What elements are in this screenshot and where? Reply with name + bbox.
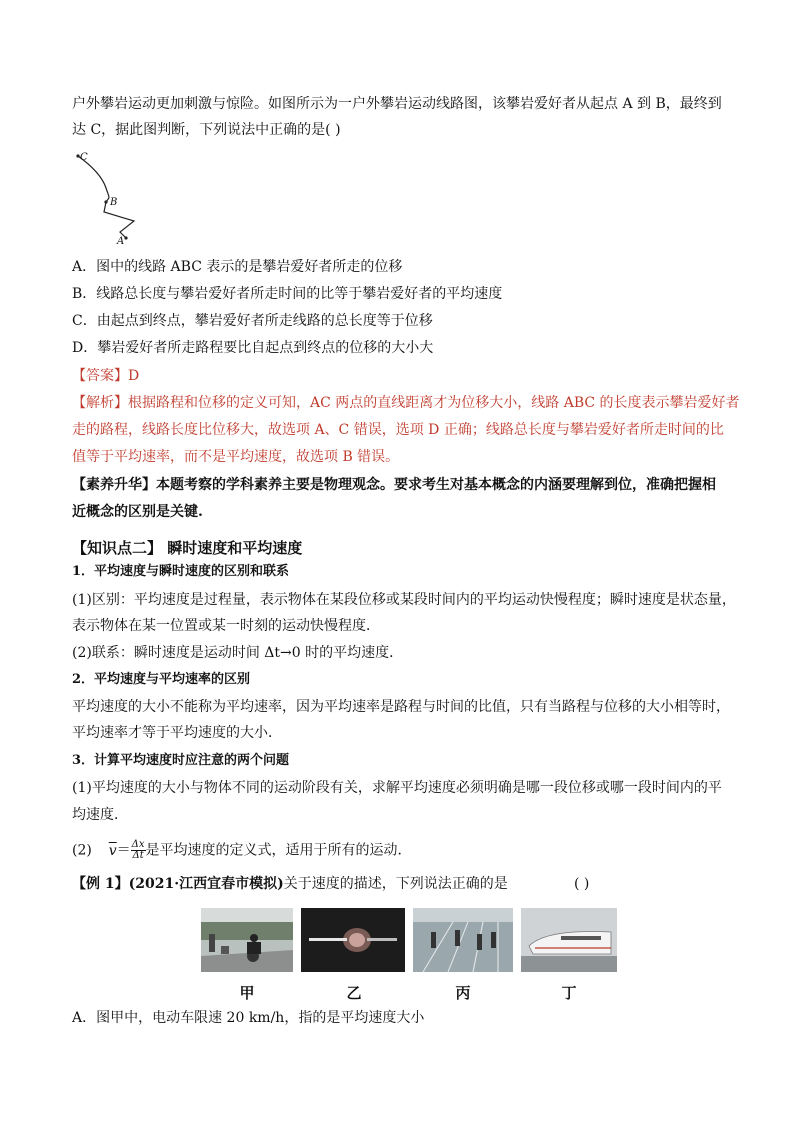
bullet-train-photo	[521, 908, 617, 972]
photo-caption-yi: 乙	[346, 984, 362, 1002]
route-label-a: A	[117, 236, 125, 247]
photo-caption-jia: 甲	[239, 984, 255, 1002]
scooter-road-photo	[201, 908, 293, 972]
formula-prefix: (2)	[72, 842, 92, 859]
analysis-line-1: 【解析】根据路程和位移的定义可知，AC 两点的直线距离才为位移大小，线路 ABC 的长度表示攀岩爱好者	[72, 395, 740, 411]
section-3-title: 3．计算平均速度时应注意的两个问题	[72, 753, 290, 768]
section-1-title: 1．平均速度与瞬时速度的区别和联系	[72, 564, 290, 579]
section-2-line-1: 平均速度的大小不能称为平均速率，因为平均速率是路程与时间的比值，只有当路程与位移的大小相等时，	[72, 699, 730, 715]
example-paren: ( )	[574, 876, 590, 892]
formula-line	[72, 840, 412, 861]
section-1-line-1: (1)区别：平均速度是过程量，表示物体在某段位移或某段时间内的平均运动快慢程度；瞬时速度是状态量，	[72, 592, 736, 608]
analysis-line-2: 走的路程，线路长度比位移大，故选项 A、C 错误，选项 D 正确；线路总长度与攀岩爱好者所走时间的比	[72, 422, 724, 438]
analysis-line-3: 值等于平均速率，而不是平均速度，故选项 B 错误。	[72, 449, 400, 465]
section-1-line-2: 表示物体在某一位置或某一时刻的运动快慢程度．	[72, 618, 380, 634]
section-3-line-2: 均速度．	[72, 807, 128, 823]
formula-numerator: Δx	[131, 839, 145, 850]
section-1-line-3: (2)联系：瞬时速度是运动时间 Δt→0 时的平均速度．	[72, 645, 404, 661]
knowledge-point-heading: 【知识点二】 瞬时速度和平均速度	[72, 539, 303, 557]
section-2-title: 2．平均速度与平均速率的区别	[72, 672, 251, 687]
option-c: C．由起点到终点，攀岩爱好者所走线路的总长度等于位移	[72, 313, 433, 329]
option-b: B．线路总长度与攀岩爱好者所走时间的比等于攀岩爱好者的平均速度	[72, 286, 503, 302]
sprint-track-photo	[413, 908, 513, 972]
example-line	[72, 874, 508, 894]
example-option-a: A．图甲中，电动车限速 20 km/h，指的是平均速度大小	[72, 1010, 425, 1026]
answer: 【答案】D	[72, 368, 140, 384]
section-3-line-1: (1)平均速度的大小与物体不同的运动阶段有关，求解平均速度必须明确是哪一段位移或哪一段时间内的平	[72, 780, 722, 796]
formula-suffix: 是平均速度的定义式，适用于所有的运动．	[145, 842, 412, 859]
option-a: A．图中的线路 ABC 表示的是攀岩爱好者所走的位移	[72, 259, 403, 275]
formula-equals: ＝	[116, 842, 131, 859]
route-label-b: B	[110, 197, 118, 208]
example-text: 关于速度的描述，下列说法正确的是	[283, 876, 508, 892]
formula-fraction	[131, 840, 146, 861]
route-label-c: C	[80, 152, 88, 163]
question-line-1: 户外攀岩运动更加刺激与惊险。如图所示为一户外攀岩运动线路图，该攀岩爱好者从起点 A 到 B，最终到	[72, 96, 722, 112]
question-line-2: 达 C，据此图判断，下列说法中正确的是( )	[72, 122, 341, 138]
example-label: 【例 1】(2021·江西宜春市模拟)	[72, 876, 284, 892]
formula-v-bar: $\overline{v}$	[108, 842, 117, 859]
option-d: D．攀岩爱好者所走路程要比自起点到终点的位移的大小大	[72, 340, 434, 356]
bullet-photo	[301, 908, 405, 972]
section-2-line-2: 平均速率才等于平均速度的大小．	[72, 725, 282, 741]
literacy-line-1: 【素养升华】本题考察的学科素养主要是物理观念。要求考生对基本概念的内涵要理解到位，准确把握相	[72, 477, 716, 493]
literacy-line-2: 近概念的区别是关键.	[72, 504, 203, 520]
climbing-route-figure	[68, 148, 148, 248]
formula-denominator: Δt	[132, 850, 144, 861]
photo-caption-ding: 丁	[561, 984, 577, 1002]
route-path	[78, 156, 134, 238]
photo-caption-bing: 丙	[455, 984, 471, 1002]
